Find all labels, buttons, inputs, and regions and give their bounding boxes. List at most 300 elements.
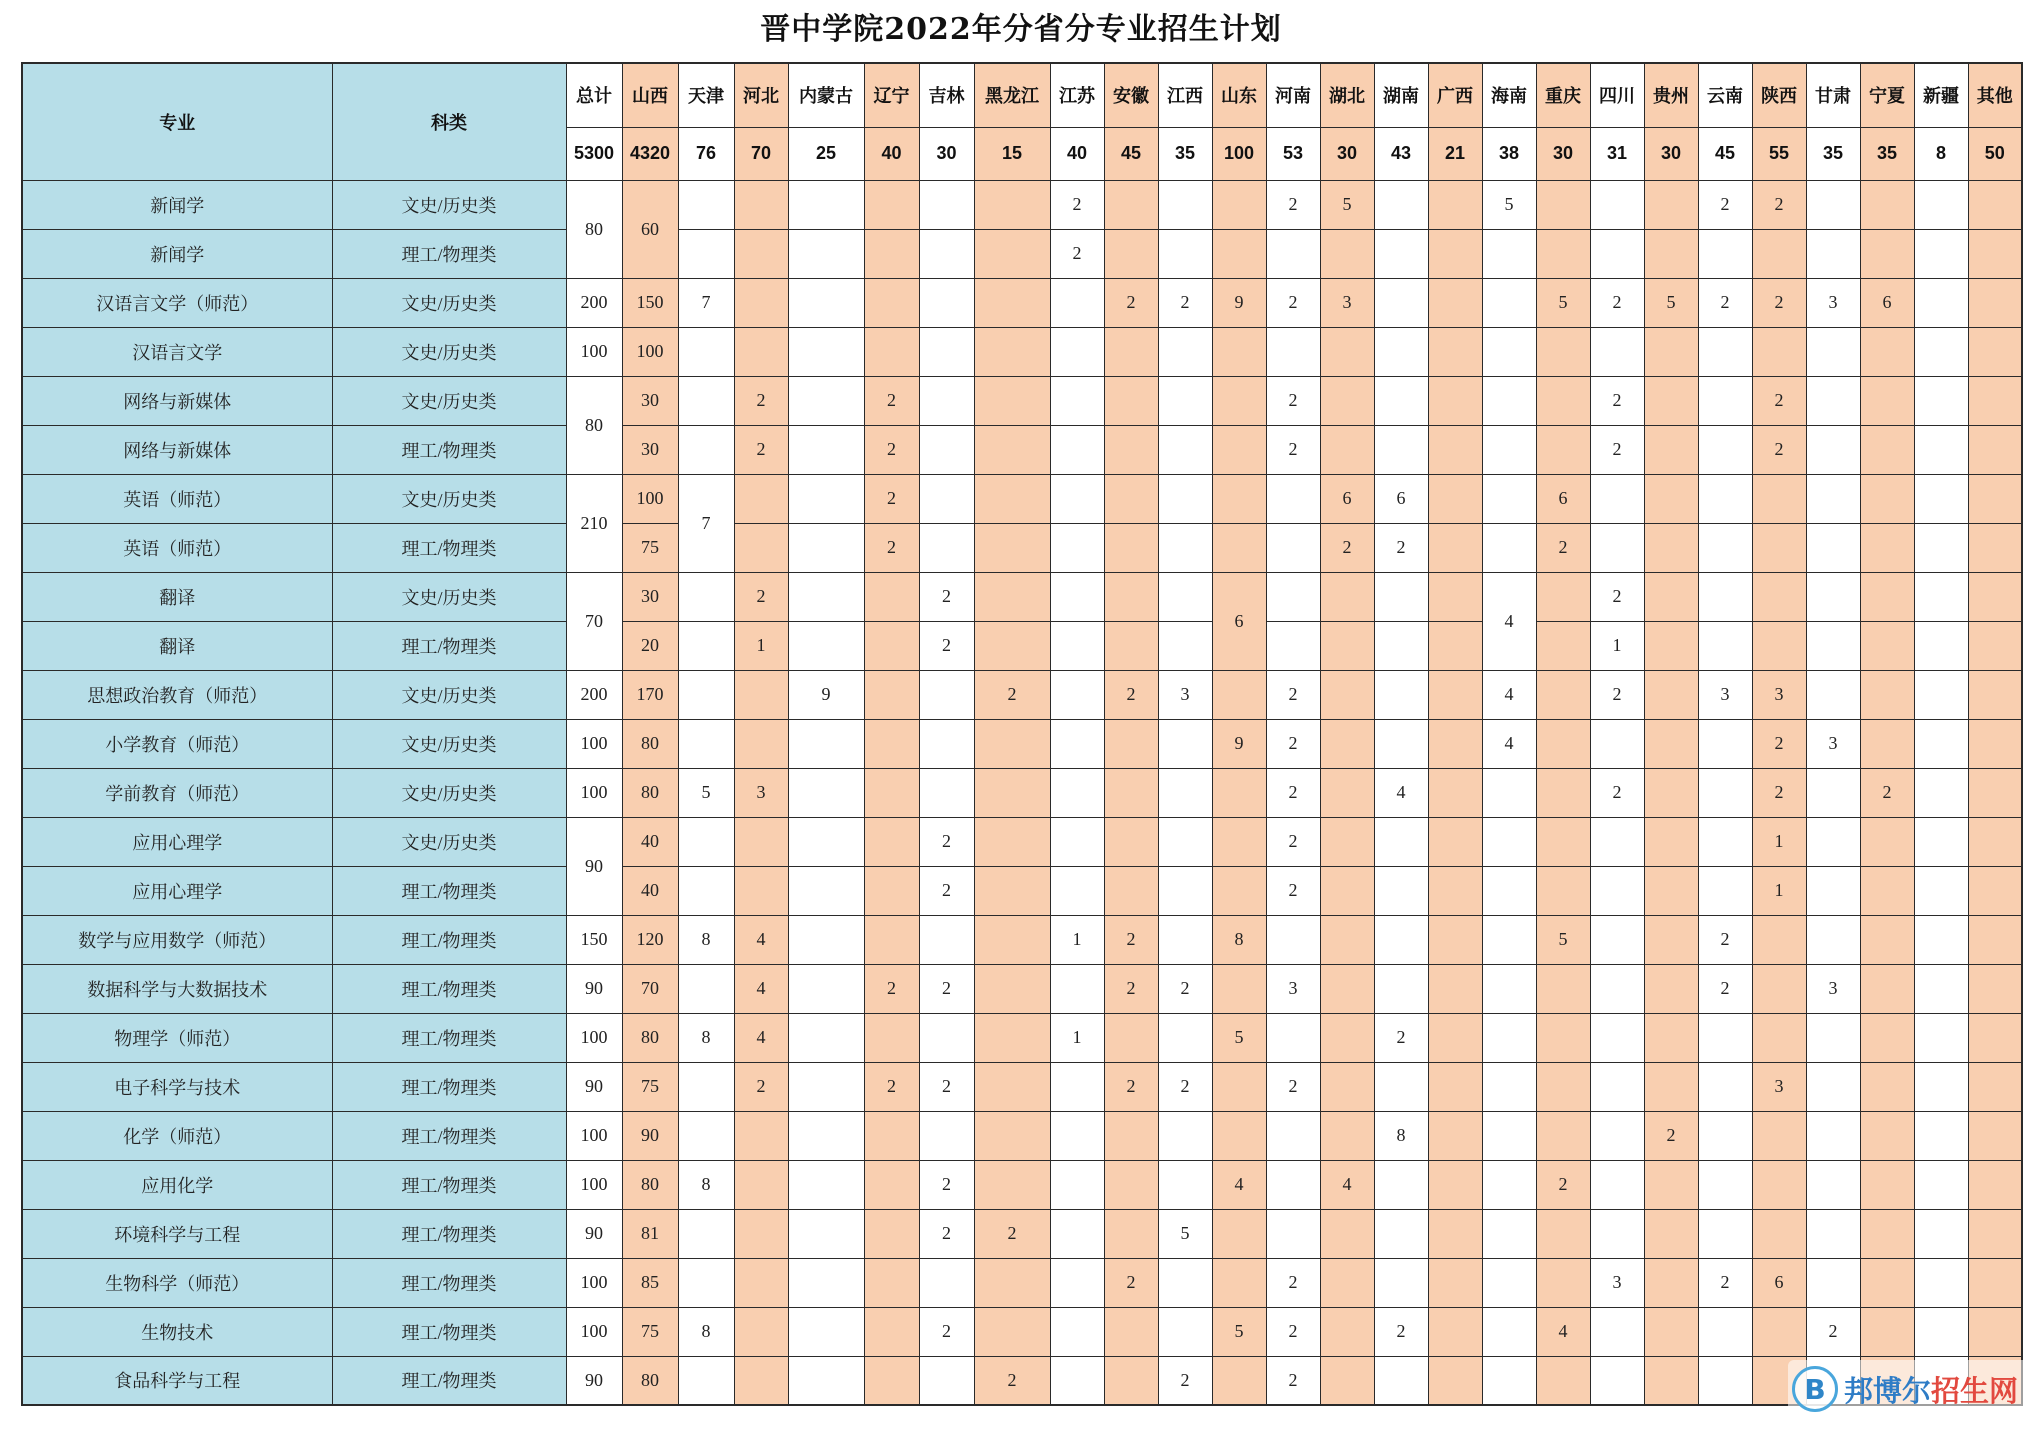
empty-cell xyxy=(1752,1160,1806,1209)
empty-cell xyxy=(1212,866,1266,915)
empty-cell xyxy=(1104,376,1158,425)
major-total-cell: 100 xyxy=(566,1013,622,1062)
table-header xyxy=(22,63,2022,180)
province-total: 35 xyxy=(1860,127,1914,180)
empty-cell xyxy=(1536,621,1590,670)
category-cell: 理工/物理类 xyxy=(332,964,566,1013)
empty-cell xyxy=(974,278,1050,327)
major-name-cell: 环境科学与工程 xyxy=(22,1209,332,1258)
empty-cell xyxy=(1806,1258,1860,1307)
table-row xyxy=(22,376,2022,425)
empty-cell xyxy=(1266,915,1320,964)
quota-cell: 2 xyxy=(1266,425,1320,474)
quota-cell: 2 xyxy=(1050,180,1104,229)
table-row xyxy=(22,1160,2022,1209)
province-total: 35 xyxy=(1806,127,1860,180)
empty-cell xyxy=(974,817,1050,866)
empty-cell xyxy=(1212,425,1266,474)
empty-cell xyxy=(1644,719,1698,768)
empty-cell xyxy=(974,1307,1050,1356)
quota-cell: 2 xyxy=(1374,1013,1428,1062)
empty-cell xyxy=(788,229,864,278)
empty-cell xyxy=(1482,523,1536,572)
empty-cell xyxy=(1914,964,1968,1013)
quota-cell: 2 xyxy=(1266,1258,1320,1307)
empty-cell xyxy=(1482,278,1536,327)
empty-cell xyxy=(1590,866,1644,915)
empty-cell xyxy=(1698,376,1752,425)
quota-cell: 2 xyxy=(864,964,919,1013)
province-total: 40 xyxy=(1050,127,1104,180)
empty-cell xyxy=(1482,866,1536,915)
empty-cell xyxy=(1752,229,1806,278)
empty-cell xyxy=(1806,474,1860,523)
province-total: 30 xyxy=(919,127,974,180)
category-cell: 理工/物理类 xyxy=(332,1013,566,1062)
empty-cell xyxy=(919,180,974,229)
province-header: 四川 xyxy=(1590,63,1644,127)
empty-cell xyxy=(1644,1307,1698,1356)
empty-cell xyxy=(1590,229,1644,278)
empty-cell xyxy=(1644,1013,1698,1062)
major-total-cell: 70 xyxy=(566,572,622,670)
empty-cell xyxy=(1158,719,1212,768)
empty-cell xyxy=(734,670,788,719)
major-total-cell: 200 xyxy=(566,278,622,327)
empty-cell xyxy=(1644,915,1698,964)
empty-cell xyxy=(1158,180,1212,229)
empty-cell xyxy=(1860,180,1914,229)
empty-cell xyxy=(678,327,734,376)
quota-cell: 2 xyxy=(864,1062,919,1111)
province-header: 辽宁 xyxy=(864,63,919,127)
empty-cell xyxy=(734,719,788,768)
province-total: 15 xyxy=(974,127,1050,180)
empty-cell xyxy=(1320,670,1374,719)
quota-cell: 8 xyxy=(1212,915,1266,964)
major-total-cell: 90 xyxy=(566,1356,622,1405)
province-total: 4320 xyxy=(622,127,678,180)
empty-cell xyxy=(864,1111,919,1160)
empty-cell xyxy=(1698,866,1752,915)
empty-cell xyxy=(1914,376,1968,425)
empty-cell xyxy=(1536,964,1590,1013)
watermark-brand: 邦博尔 xyxy=(1844,1373,1932,1408)
quota-cell: 2 xyxy=(1374,523,1428,572)
empty-cell xyxy=(864,1356,919,1405)
empty-cell xyxy=(1212,670,1266,719)
empty-cell xyxy=(974,719,1050,768)
empty-cell xyxy=(1914,1307,1968,1356)
province-total: 55 xyxy=(1752,127,1806,180)
quota-cell: 1 xyxy=(1752,817,1806,866)
watermark-logo-icon: B xyxy=(1792,1366,1838,1412)
empty-cell xyxy=(1644,474,1698,523)
empty-cell xyxy=(1374,1258,1428,1307)
empty-cell xyxy=(1104,1111,1158,1160)
empty-cell xyxy=(1428,817,1482,866)
quota-cell: 2 xyxy=(1806,1307,1860,1356)
empty-cell xyxy=(974,425,1050,474)
major-name-cell: 生物科学（师范） xyxy=(22,1258,332,1307)
empty-cell xyxy=(1914,1111,1968,1160)
empty-cell xyxy=(788,1160,864,1209)
page-title: 晋中学院2022年分省分专业招生计划 xyxy=(760,12,1282,47)
empty-cell xyxy=(919,1111,974,1160)
empty-cell xyxy=(1428,1307,1482,1356)
table-row xyxy=(22,180,2022,229)
quota-cell: 2 xyxy=(1698,180,1752,229)
empty-cell xyxy=(1320,817,1374,866)
province-total: 45 xyxy=(1104,127,1158,180)
quota-cell: 4 xyxy=(1536,1307,1590,1356)
quota-cell: 6 xyxy=(1860,278,1914,327)
empty-cell xyxy=(1698,1062,1752,1111)
quota-cell: 2 xyxy=(919,621,974,670)
empty-cell xyxy=(1212,817,1266,866)
empty-cell xyxy=(1374,327,1428,376)
province-header: 贵州 xyxy=(1644,63,1698,127)
province-total: 35 xyxy=(1158,127,1212,180)
empty-cell xyxy=(1428,621,1482,670)
empty-cell xyxy=(1806,327,1860,376)
empty-cell xyxy=(1590,719,1644,768)
empty-cell xyxy=(1914,278,1968,327)
empty-cell xyxy=(1806,817,1860,866)
table-row xyxy=(22,278,2022,327)
empty-cell xyxy=(1590,1209,1644,1258)
empty-cell xyxy=(1482,376,1536,425)
province-header: 其他 xyxy=(1968,63,2022,127)
empty-cell xyxy=(1050,1062,1104,1111)
empty-cell xyxy=(1644,670,1698,719)
province-total: 70 xyxy=(734,127,788,180)
empty-cell xyxy=(1050,1258,1104,1307)
empty-cell xyxy=(734,1307,788,1356)
province-header: 江西 xyxy=(1158,63,1212,127)
empty-cell xyxy=(1968,327,2022,376)
empty-cell xyxy=(1644,621,1698,670)
quota-cell: 2 xyxy=(1698,915,1752,964)
empty-cell xyxy=(1914,1013,1968,1062)
major-name-cell: 英语（师范） xyxy=(22,474,332,523)
empty-cell xyxy=(1536,229,1590,278)
empty-cell xyxy=(788,1062,864,1111)
quota-cell: 2 xyxy=(1266,866,1320,915)
empty-cell xyxy=(1914,474,1968,523)
quota-cell: 2 xyxy=(1698,964,1752,1013)
empty-cell xyxy=(1158,768,1212,817)
empty-cell xyxy=(1158,572,1212,621)
empty-cell xyxy=(1428,866,1482,915)
table-body xyxy=(22,180,2022,1405)
quota-cell: 1 xyxy=(1050,915,1104,964)
province-header: 宁夏 xyxy=(1860,63,1914,127)
quota-cell: 6 xyxy=(1374,474,1428,523)
empty-cell xyxy=(1860,866,1914,915)
empty-cell xyxy=(919,523,974,572)
empty-cell xyxy=(919,915,974,964)
quota-cell: 6 xyxy=(1320,474,1374,523)
empty-cell xyxy=(1050,817,1104,866)
empty-cell xyxy=(1320,327,1374,376)
empty-cell xyxy=(1752,523,1806,572)
major-total-cell: 210 xyxy=(566,474,622,572)
quota-cell: 3 xyxy=(1752,1062,1806,1111)
empty-cell xyxy=(678,1209,734,1258)
empty-cell xyxy=(1374,621,1428,670)
empty-cell xyxy=(1428,180,1482,229)
empty-cell xyxy=(1482,768,1536,817)
empty-cell xyxy=(919,719,974,768)
empty-cell xyxy=(1914,670,1968,719)
empty-cell xyxy=(1266,572,1320,621)
category-cell: 文史/历史类 xyxy=(332,327,566,376)
empty-cell xyxy=(1914,425,1968,474)
empty-cell xyxy=(734,1160,788,1209)
empty-cell xyxy=(1320,915,1374,964)
empty-cell xyxy=(788,621,864,670)
quota-cell: 4 xyxy=(1482,719,1536,768)
quota-cell: 2 xyxy=(1698,1258,1752,1307)
empty-cell xyxy=(919,327,974,376)
empty-cell xyxy=(1698,1307,1752,1356)
province-header: 海南 xyxy=(1482,63,1536,127)
empty-cell xyxy=(1158,474,1212,523)
empty-cell xyxy=(974,915,1050,964)
empty-cell xyxy=(1860,376,1914,425)
empty-cell xyxy=(919,229,974,278)
empty-cell xyxy=(1374,229,1428,278)
quota-cell: 2 xyxy=(919,1062,974,1111)
empty-cell xyxy=(1806,572,1860,621)
empty-cell xyxy=(1482,1209,1536,1258)
quota-cell: 2 xyxy=(1590,670,1644,719)
empty-cell xyxy=(1104,817,1158,866)
empty-cell xyxy=(1590,1062,1644,1111)
empty-cell xyxy=(1158,1307,1212,1356)
quota-cell: 2 xyxy=(974,1356,1050,1405)
empty-cell xyxy=(1212,474,1266,523)
empty-cell xyxy=(1266,1111,1320,1160)
quota-cell: 2 xyxy=(864,474,919,523)
empty-cell xyxy=(1860,1258,1914,1307)
quota-cell: 2 xyxy=(1266,817,1320,866)
quota-cell: 2 xyxy=(1752,719,1806,768)
quota-cell: 1 xyxy=(1752,866,1806,915)
empty-cell xyxy=(1536,327,1590,376)
empty-cell xyxy=(1860,1062,1914,1111)
empty-cell xyxy=(1752,964,1806,1013)
empty-cell xyxy=(1320,964,1374,1013)
quota-cell: 6 xyxy=(1536,474,1590,523)
province-total: 50 xyxy=(1968,127,2022,180)
major-total-cell: 90 xyxy=(566,964,622,1013)
empty-cell xyxy=(1968,474,2022,523)
empty-cell xyxy=(1536,866,1590,915)
province-total: 8 xyxy=(1914,127,1968,180)
empty-cell xyxy=(788,425,864,474)
quota-cell: 8 xyxy=(1374,1111,1428,1160)
empty-cell xyxy=(678,719,734,768)
major-total-cell: 100 xyxy=(566,1160,622,1209)
empty-cell xyxy=(1860,425,1914,474)
empty-cell xyxy=(678,180,734,229)
empty-cell xyxy=(1158,376,1212,425)
empty-cell xyxy=(1752,572,1806,621)
empty-cell xyxy=(1212,229,1266,278)
empty-cell xyxy=(864,621,919,670)
empty-cell xyxy=(1482,474,1536,523)
table-row xyxy=(22,474,2022,523)
empty-cell xyxy=(1482,425,1536,474)
empty-cell xyxy=(1104,719,1158,768)
empty-cell xyxy=(788,376,864,425)
empty-cell xyxy=(1968,376,2022,425)
quota-cell: 2 xyxy=(1104,670,1158,719)
empty-cell xyxy=(1698,1356,1752,1405)
quota-cell: 2 xyxy=(1266,670,1320,719)
empty-cell xyxy=(1914,572,1968,621)
empty-cell xyxy=(864,768,919,817)
empty-cell xyxy=(1320,376,1374,425)
empty-cell xyxy=(1428,229,1482,278)
empty-cell xyxy=(1428,1111,1482,1160)
empty-cell xyxy=(1860,719,1914,768)
major-total-cell: 150 xyxy=(566,915,622,964)
empty-cell xyxy=(1320,229,1374,278)
empty-cell xyxy=(1914,915,1968,964)
major-name-cell: 学前教育（师范） xyxy=(22,768,332,817)
empty-cell xyxy=(1428,1209,1482,1258)
quota-cell: 5 xyxy=(1644,278,1698,327)
empty-cell xyxy=(1374,1160,1428,1209)
quota-cell: 2 xyxy=(864,523,919,572)
province-total: 38 xyxy=(1482,127,1536,180)
major-name-cell: 网络与新媒体 xyxy=(22,425,332,474)
empty-cell xyxy=(1806,768,1860,817)
empty-cell xyxy=(919,425,974,474)
empty-cell xyxy=(1536,1356,1590,1405)
quota-cell: 2 xyxy=(1158,964,1212,1013)
empty-cell xyxy=(678,1062,734,1111)
empty-cell xyxy=(1536,1111,1590,1160)
empty-cell xyxy=(919,278,974,327)
empty-cell xyxy=(1806,523,1860,572)
table-row xyxy=(22,1356,2022,1405)
empty-cell xyxy=(1374,866,1428,915)
empty-cell xyxy=(1320,1356,1374,1405)
empty-cell xyxy=(1374,425,1428,474)
quota-cell: 2 xyxy=(1104,964,1158,1013)
empty-cell xyxy=(864,1013,919,1062)
empty-cell xyxy=(788,719,864,768)
province-total: 76 xyxy=(678,127,734,180)
category-cell: 理工/物理类 xyxy=(332,425,566,474)
empty-cell xyxy=(1482,1013,1536,1062)
province-header: 天津 xyxy=(678,63,734,127)
empty-cell xyxy=(974,474,1050,523)
province-total: 43 xyxy=(1374,127,1428,180)
empty-cell xyxy=(1590,915,1644,964)
empty-cell xyxy=(1428,768,1482,817)
major-total-cell: 80 xyxy=(566,376,622,474)
table-row xyxy=(22,1062,2022,1111)
major-name-cell: 数据科学与大数据技术 xyxy=(22,964,332,1013)
empty-cell xyxy=(1050,621,1104,670)
quota-cell: 75 xyxy=(622,1307,678,1356)
empty-cell xyxy=(1806,915,1860,964)
major-total-cell: 80 xyxy=(566,180,622,278)
empty-cell xyxy=(678,572,734,621)
quota-cell: 1 xyxy=(734,621,788,670)
quota-cell: 100 xyxy=(622,474,678,523)
empty-cell xyxy=(1698,1013,1752,1062)
empty-cell xyxy=(1968,1258,2022,1307)
empty-cell xyxy=(1860,670,1914,719)
empty-cell xyxy=(1860,964,1914,1013)
empty-cell xyxy=(864,1307,919,1356)
quota-cell: 4 xyxy=(1374,768,1428,817)
major-header: 专业 xyxy=(22,63,332,180)
category-cell: 理工/物理类 xyxy=(332,523,566,572)
empty-cell xyxy=(1266,621,1320,670)
empty-cell xyxy=(1050,1209,1104,1258)
quota-cell: 2 xyxy=(974,670,1050,719)
empty-cell xyxy=(734,180,788,229)
empty-cell xyxy=(1698,768,1752,817)
empty-cell xyxy=(678,866,734,915)
empty-cell xyxy=(1914,1160,1968,1209)
empty-cell xyxy=(1482,1258,1536,1307)
major-total-cell: 100 xyxy=(566,719,622,768)
empty-cell xyxy=(1050,670,1104,719)
quota-cell: 8 xyxy=(678,1013,734,1062)
empty-cell xyxy=(1644,523,1698,572)
empty-cell xyxy=(1806,1160,1860,1209)
empty-cell xyxy=(1590,1160,1644,1209)
empty-cell xyxy=(1482,1062,1536,1111)
empty-cell xyxy=(974,621,1050,670)
empty-cell xyxy=(974,964,1050,1013)
quota-cell: 150 xyxy=(622,278,678,327)
empty-cell xyxy=(1266,474,1320,523)
table-row xyxy=(22,1258,2022,1307)
major-total-cell: 100 xyxy=(566,768,622,817)
empty-cell xyxy=(919,1258,974,1307)
empty-cell xyxy=(1050,768,1104,817)
category-cell: 理工/物理类 xyxy=(332,915,566,964)
empty-cell xyxy=(1860,1209,1914,1258)
empty-cell xyxy=(1968,572,2022,621)
empty-cell xyxy=(1644,180,1698,229)
empty-cell xyxy=(1428,523,1482,572)
quota-cell: 80 xyxy=(622,768,678,817)
quota-cell: 3 xyxy=(1590,1258,1644,1307)
empty-cell xyxy=(1320,425,1374,474)
quota-cell: 170 xyxy=(622,670,678,719)
empty-cell xyxy=(864,327,919,376)
quota-cell: 90 xyxy=(622,1111,678,1160)
category-cell: 文史/历史类 xyxy=(332,768,566,817)
empty-cell xyxy=(974,376,1050,425)
empty-cell xyxy=(974,229,1050,278)
empty-cell xyxy=(1806,1209,1860,1258)
empty-cell xyxy=(1104,1356,1158,1405)
table-row xyxy=(22,1111,2022,1160)
empty-cell xyxy=(1914,621,1968,670)
empty-cell xyxy=(1698,425,1752,474)
